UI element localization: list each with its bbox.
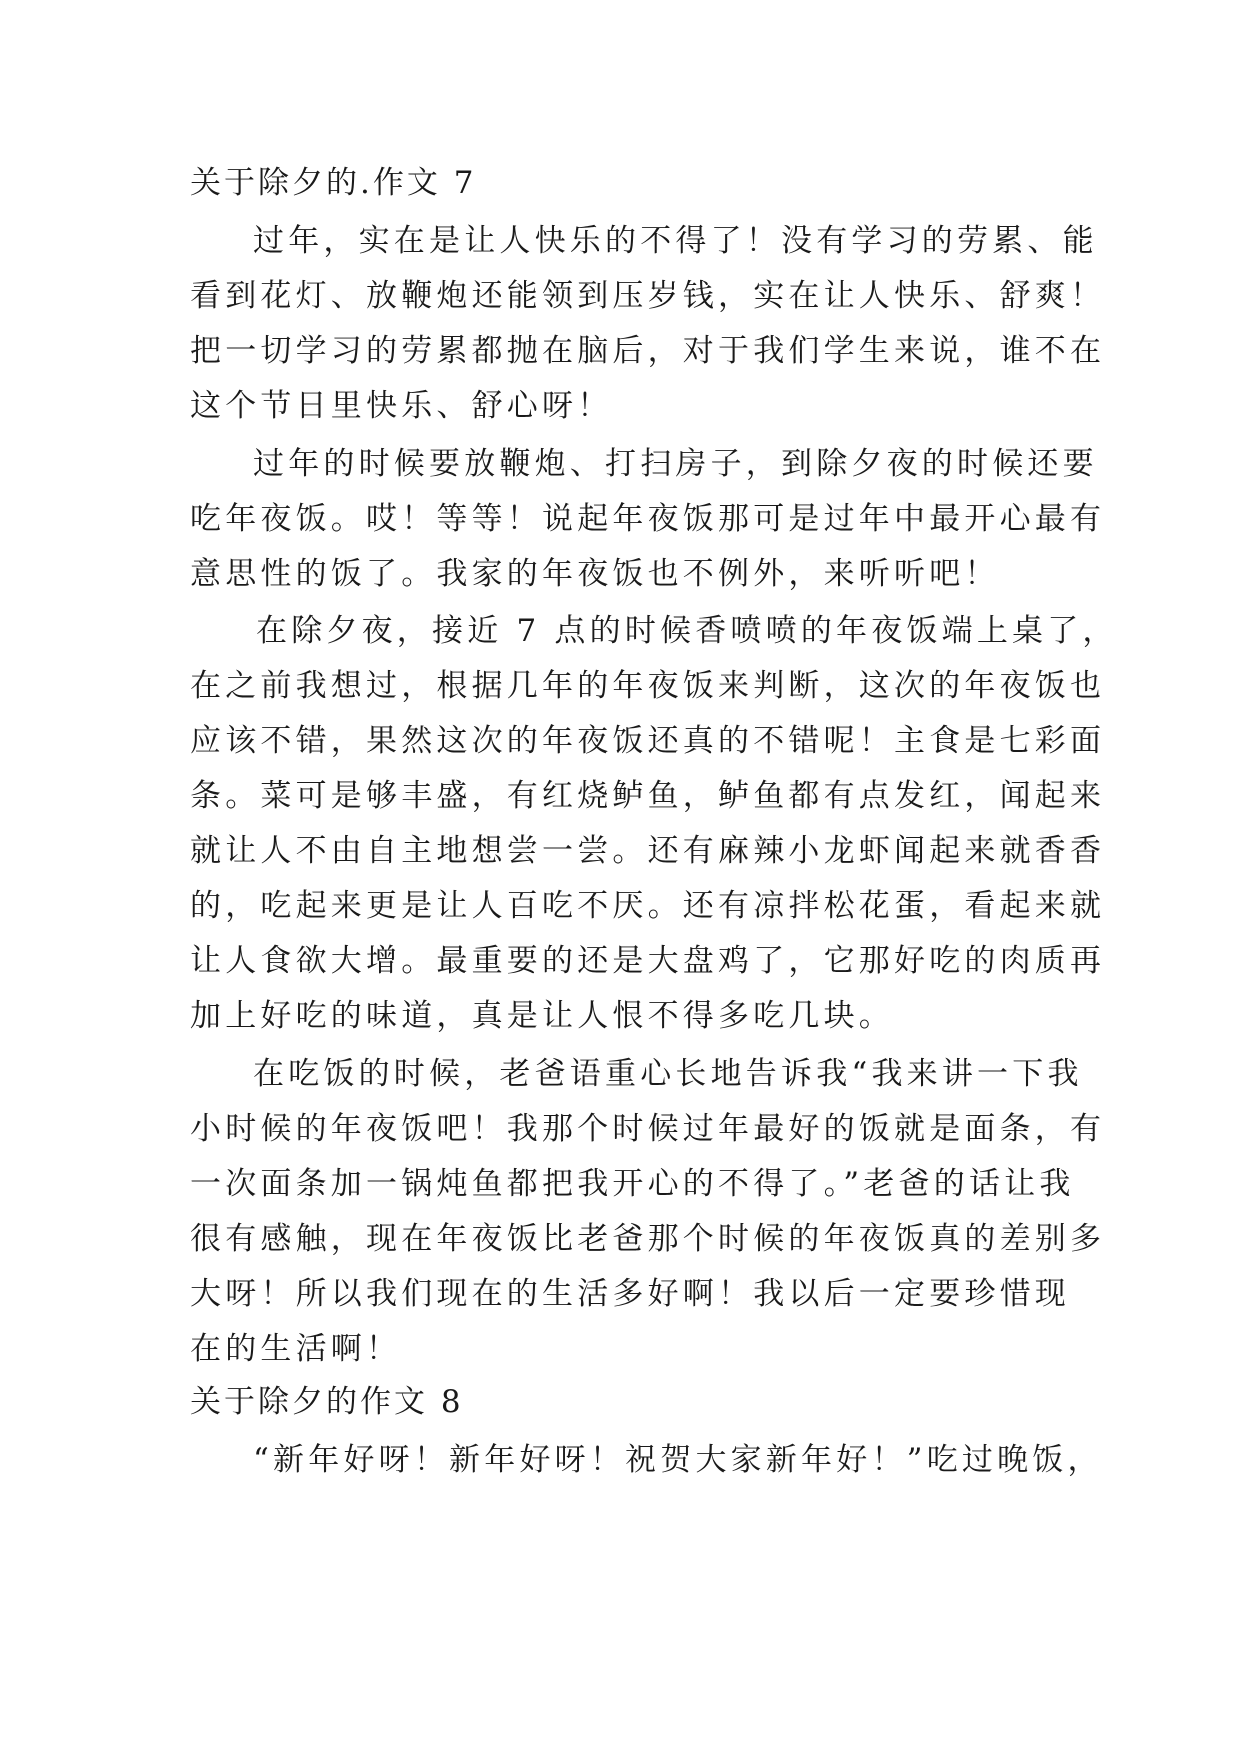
text-line: 过年，实在是让人快乐的不得了！没有学习的劳累、能 <box>253 223 1098 259</box>
text-line: 把一切学习的劳累都抛在脑后，对于我们学生来说，谁不在 <box>190 333 1106 369</box>
text-line: 让人食欲大增。最重要的还是大盘鸡了，它那好吃的肉质再 <box>190 943 1106 979</box>
text-line: 这个节日里快乐、舒心呀！ <box>190 388 613 424</box>
text-line: 在吃饭的时候，老爸语重心长地告诉我“我来讲一下我 <box>253 1056 1083 1092</box>
text-line: 过年的时候要放鞭炮、打扫房子，到除夕夜的时候还要 <box>253 446 1098 482</box>
text-line: 在之前我想过，根据几年的年夜饭来判断，这次的年夜饭也 <box>190 668 1106 704</box>
text-line: 在的生活啊！ <box>190 1331 402 1367</box>
text-line: 在除夕夜，接近 7 点的时候香喷喷的年夜饭端上桌了， <box>256 613 1118 649</box>
text-line: 应该不错，果然这次的年夜饭还真的不错呢！主食是七彩面 <box>190 723 1106 759</box>
text-line: 加上好吃的味道，真是让人恨不得多吃几块。 <box>190 998 894 1034</box>
essay-8-title: 关于除夕的作文 8 <box>190 1384 464 1420</box>
text-line: “新年好呀！新年好呀！祝贺大家新年好！”吃过晚饭， <box>253 1442 1103 1478</box>
text-line: 吃年夜饭。哎！等等！说起年夜饭那可是过年中最开心最有 <box>190 501 1106 537</box>
text-line: 小时候的年夜饭吧！我那个时候过年最好的饭就是面条，有 <box>190 1111 1106 1147</box>
text-line: 大呀！所以我们现在的生活多好啊！我以后一定要珍惜现 <box>190 1276 1070 1312</box>
text-line: 条。菜可是够丰盛，有红烧鲈鱼，鲈鱼都有点发红，闻起来 <box>190 778 1106 814</box>
text-line: 就让人不由自主地想尝一尝。还有麻辣小龙虾闻起来就香香 <box>190 833 1106 869</box>
text-line: 的，吃起来更是让人百吃不厌。还有凉拌松花蛋，看起来就 <box>190 888 1106 924</box>
essay-7-title: 关于除夕的.作文 7 <box>190 165 477 201</box>
text-line: 很有感触，现在年夜饭比老爸那个时候的年夜饭真的差别多 <box>190 1221 1106 1257</box>
text-line: 看到花灯、放鞭炮还能领到压岁钱，实在让人快乐、舒爽！ <box>190 278 1106 314</box>
text-line: 一次面条加一锅炖鱼都把我开心的不得了。”老爸的话让我 <box>190 1166 1075 1202</box>
text-line: 意思性的饭了。我家的年夜饭也不例外，来听听吧！ <box>190 556 1000 592</box>
